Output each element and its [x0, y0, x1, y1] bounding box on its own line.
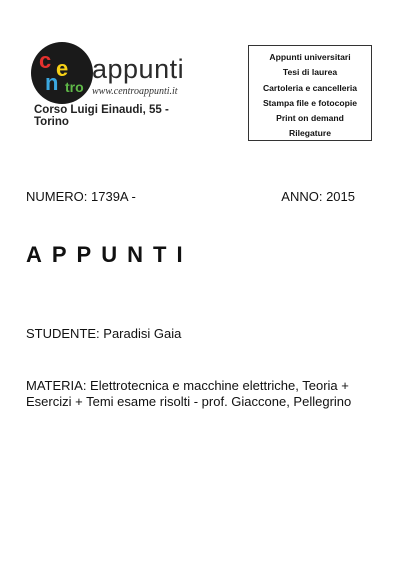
page-title: APPUNTI [26, 242, 193, 267]
document-year: ANNO: 2015 [281, 189, 355, 204]
document-number: NUMERO: 1739A - [26, 189, 136, 204]
logo-word: appunti [92, 54, 185, 84]
logo-emblem [31, 42, 93, 104]
logo-letter: n [45, 70, 59, 95]
service-item: Rilegature [288, 128, 332, 139]
service-item: Stampa file e fotocopie [262, 97, 358, 108]
service-item: Tesi di laurea [282, 67, 338, 78]
service-item: Appunti universitari [269, 52, 351, 62]
logo-letter: tro [65, 79, 84, 95]
logo-url: www.centroappunti.it [92, 86, 178, 97]
student-field: STUDENTE: Paradisi Gaia [26, 326, 182, 341]
service-item: Print on demand [276, 113, 344, 124]
subject-field: MATERIA: Elettrotecnica e macchine elettriche, Teoria + Esercizi + Temi esame risolti - prof. Giaccone, Pellegrino [26, 378, 352, 409]
logo-letter: c [39, 48, 52, 73]
logo-letter: e [56, 56, 69, 81]
centroappunti-logo [26, 38, 206, 128]
service-item: Cartoleria e cancelleria [262, 82, 358, 93]
logo-address: Corso Luigi Einaudi, 55 - Torino [34, 104, 169, 128]
services-box [248, 45, 372, 141]
